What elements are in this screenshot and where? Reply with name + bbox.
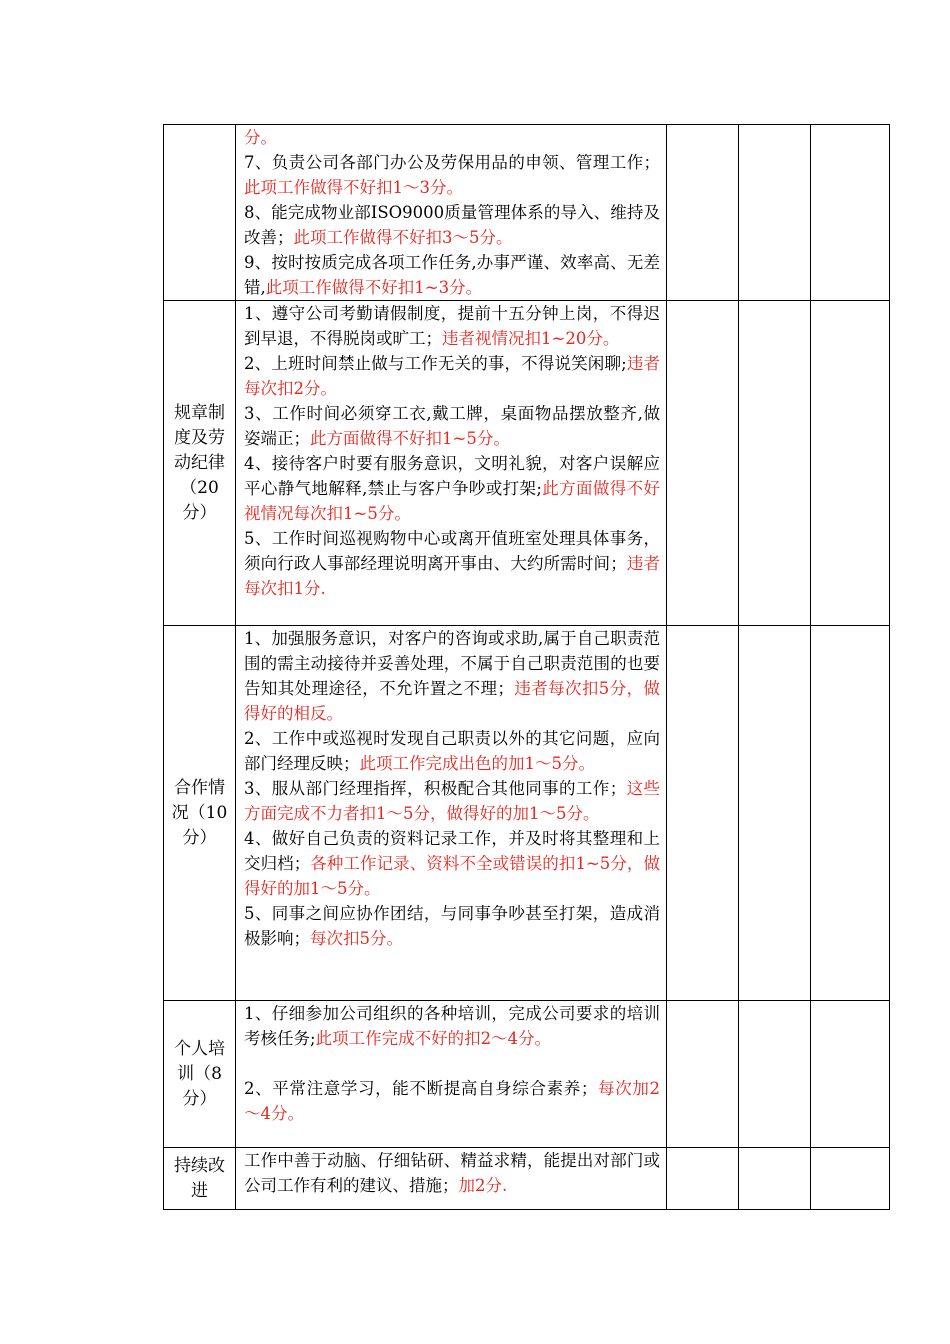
category-cell: 合作情况（10分） xyxy=(164,626,236,1001)
table-row xyxy=(164,626,890,1001)
score-cell[interactable] xyxy=(667,301,739,626)
criteria-item: 8、能完成物业部ISO9000质量管理体系的导入、维持及改善；此项工作做得不好扣3～5分。 xyxy=(244,203,660,247)
criteria-item: 2、平常注意学习，能不断提高自身综合素养；每次加2～4分。 xyxy=(244,1079,661,1123)
score-cell[interactable] xyxy=(811,626,890,1001)
score-cell[interactable] xyxy=(811,1148,890,1210)
score-cell[interactable] xyxy=(667,1001,739,1148)
score-cell[interactable] xyxy=(739,626,811,1001)
criteria-item: 3、服从部门经理指挥，积极配合其他同事的工作；这些方面完成不力者扣1～5分，做得好的加1～5分。 xyxy=(244,779,661,823)
table-row xyxy=(164,125,890,301)
category-cell: 个人培训（8分） xyxy=(164,1001,236,1148)
criteria-item: 4、做好自己负责的资料记录工作，并及时将其整理和上交归档；各种工作记录、资料不全或错误的扣1~5分，做得好的加1～5分。 xyxy=(244,829,660,898)
score-cell[interactable] xyxy=(667,1148,739,1210)
criteria-cell xyxy=(236,626,667,1001)
score-cell[interactable] xyxy=(811,125,890,301)
category-cell: 持续改进 xyxy=(164,1148,236,1210)
score-cell[interactable] xyxy=(667,125,739,301)
score-cell[interactable] xyxy=(811,1001,890,1148)
criteria-item: 1、仔细参加公司组织的各种培训，完成公司要求的培训考核任务;此项工作完成不好的扣2～4分。 xyxy=(244,1004,660,1048)
criteria-item: 9、按时按质完成各项工作任务,办事严谨、效率高、无差错,此项工作做得不好扣1~3分。 xyxy=(244,253,660,297)
criteria-cell xyxy=(236,1001,667,1148)
criteria-item: 2、上班时间禁止做与工作无关的事，不得说笑闲聊;违者每次扣2分。 xyxy=(244,354,661,398)
criteria-item: 3、工作时间必须穿工衣,戴工牌，桌面物品摆放整齐,做姿端正；此方面做得不好扣1~5分。 xyxy=(244,404,660,448)
evaluation-table xyxy=(163,124,890,1210)
criteria-item: 分。 xyxy=(244,128,277,147)
score-cell[interactable] xyxy=(739,125,811,301)
criteria-item: 5、同事之间应协作团结，与同事争吵甚至打架，造成消极影响；每次扣5分。 xyxy=(244,904,660,948)
score-cell[interactable] xyxy=(739,1001,811,1148)
score-cell[interactable] xyxy=(811,301,890,626)
score-cell[interactable] xyxy=(667,626,739,1001)
criteria-cell xyxy=(236,125,667,301)
criteria-item: 工作中善于动脑、仔细钻研、精益求精，能提出对部门或公司工作有利的建议、措施；加2分. xyxy=(244,1151,660,1195)
criteria-cell xyxy=(236,1148,667,1210)
table-row xyxy=(164,1001,890,1148)
score-cell[interactable] xyxy=(739,301,811,626)
category-cell: 规章制度及劳动纪律（20分） xyxy=(164,301,236,626)
criteria-item: 2、工作中或巡视时发现自己职责以外的其它问题，应向部门经理反映；此项工作完成出色的加1～5分。 xyxy=(244,729,660,773)
category-cell xyxy=(164,125,236,301)
criteria-item: 4、接待客户时要有服务意识，文明礼貌，对客户误解应平心静气地解释,禁止与客户争吵或打架;此方面做得不好视情况每次扣1~5分。 xyxy=(244,454,660,523)
score-cell[interactable] xyxy=(739,1148,811,1210)
criteria-item: 5、工作时间巡视购物中心或离开值班室处理具体事务，须向行政人事部经理说明离开事由、大约所需时间；违者每次扣1分. xyxy=(244,529,661,598)
table-row xyxy=(164,1148,890,1210)
table-row xyxy=(164,301,890,626)
criteria-cell xyxy=(236,301,667,626)
spacer xyxy=(244,1051,660,1076)
criteria-item: 1、遵守公司考勤请假制度，提前十五分钟上岗，不得迟到早退，不得脱岗或旷工；违者视情况扣1~20分。 xyxy=(244,304,660,348)
criteria-item: 7、负责公司各部门办公及劳保用品的申领、管理工作；此项工作做得不好扣1～3分。 xyxy=(244,153,660,197)
criteria-item: 1、加强服务意识，对客户的咨询或求助,属于自己职责范围的需主动接待并妥善处理，不属于自己职责范围的也要告知其处理途径，不允许置之不理；违者每次扣5分，做得好的相反。 xyxy=(244,629,660,723)
